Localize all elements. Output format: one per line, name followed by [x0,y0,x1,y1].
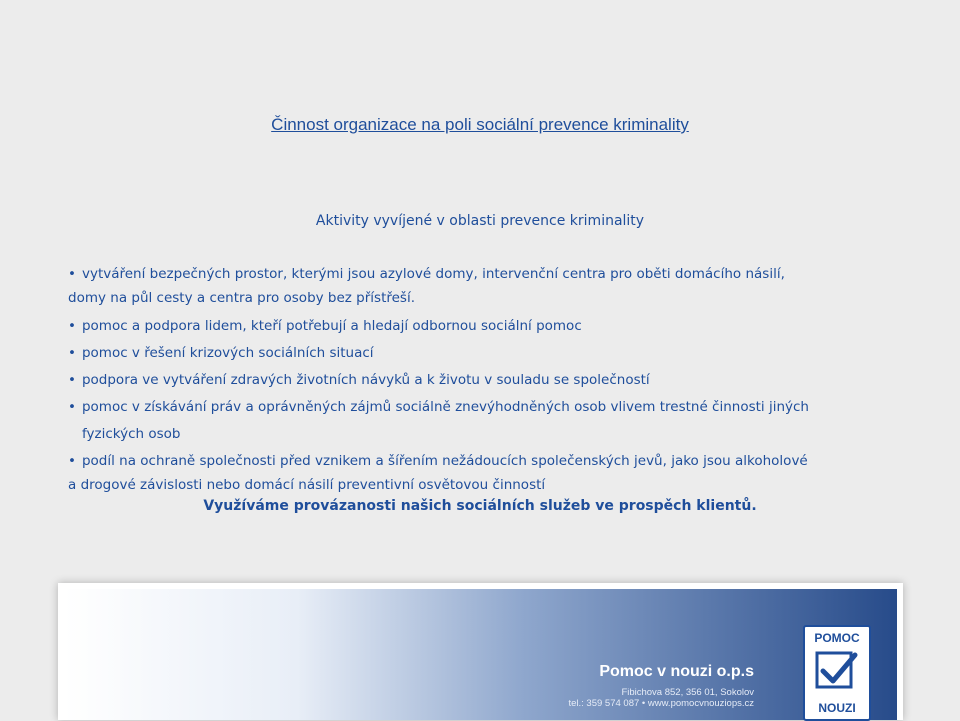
org-name: Pomoc v nouzi o.p.s [599,663,754,680]
checkmark-icon [815,649,859,695]
list-item-text: pomoc a podpora lidem, kteří potřebují a hledají odbornou sociální pomoc [81,318,582,334]
list-item [68,341,918,365]
list-item [68,449,918,473]
list-item-text: pomoc v řešení krizových sociálních situací [81,345,374,361]
list-item [68,368,918,392]
list-item [68,286,918,310]
address-line: Fibichova 852, 356 01, Sokolov [621,687,754,698]
logo-bottom-text: NOUZI [818,701,856,715]
closing-statement: Využíváme provázanosti našich sociálních služeb ve prospěch klientů. [203,498,757,514]
subtitle: Aktivity vyvíjené v oblasti prevence kriminality [315,213,645,229]
list-item-text: a drogové závislosti nebo domácí násilí preventivní osvětovou činností [68,477,546,493]
list-item-text: podíl na ochraně společnosti před vznikem a šířením nežádoucích společenských jevů, jako jsou alkoholové [81,453,808,469]
footer-gradient [64,589,897,720]
list-item [68,395,918,419]
org-address [568,687,754,709]
list-item [82,422,932,446]
bullet-dot: • [68,372,76,388]
page-title: Činnost organizace na poli sociální prevence kriminality [271,115,689,134]
bullet-dot: • [68,266,76,282]
list-item-text: vytváření bezpečných prostor, kterými jsou azylové domy, intervenční centra pro oběti domácího násilí, [81,266,785,282]
logo-top-text: POMOC [814,631,860,645]
bullet-dot: • [68,453,76,469]
list-item-text: podpora ve vytváření zdravých životních návyků a k životu v souladu se společností [81,372,650,388]
org-logo [803,625,871,721]
list-item-text: domy na půl cesty a centra pro osoby bez přístřeší. [68,290,415,306]
list-item [68,314,918,338]
list-item [68,262,918,286]
bullet-dot: • [68,345,76,361]
list-item-text: fyzických osob [82,426,181,442]
contact-line: tel.: 359 574 087 • www.pomocvnouziops.cz [568,698,754,709]
bullet-dot: • [68,318,76,334]
bullet-dot: • [68,399,76,415]
footer-banner [58,583,903,720]
list-item-text: pomoc v získávání práv a oprávněných zájmů sociálně znevýhodněných osob vlivem trestné činnosti jiných [81,399,809,415]
list-item [68,473,918,497]
